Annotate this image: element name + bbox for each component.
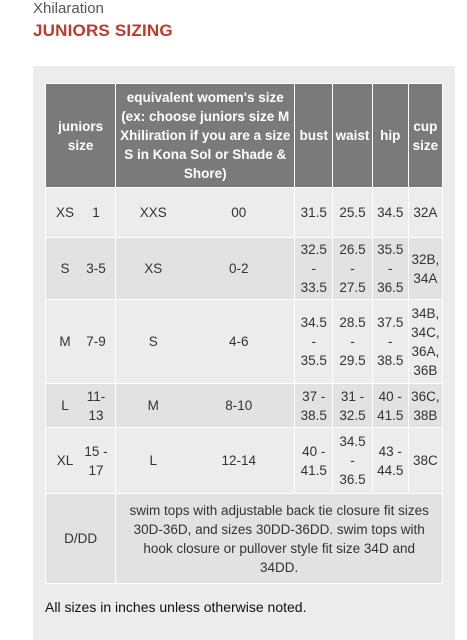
table-row <box>46 428 443 494</box>
bust-value-line: - <box>311 261 317 276</box>
waist-value-line: 31 - <box>340 388 365 404</box>
sizing-panel <box>33 66 455 640</box>
waist-cell <box>333 188 372 238</box>
header-equivalent-size: equivalent women's size (ex: choose juniors size M Xhiliration if you are a size S in Kona Sol or Shade & Shore) <box>116 84 295 188</box>
bust-value-line: 32.5 <box>300 242 327 257</box>
juniors-size-number: 11-13 <box>86 388 106 423</box>
waist-value-line: 27.5 <box>339 280 366 295</box>
hip-value-line: - <box>388 261 393 276</box>
hip-value-line: 44.5 <box>377 462 404 478</box>
hip-cell <box>372 300 408 384</box>
equivalent-size-number: 0-2 <box>229 261 249 276</box>
hip-value-line: 40 - <box>378 388 402 404</box>
dd-row <box>46 494 443 584</box>
bust-value-line: 40 - <box>302 443 326 459</box>
cup-value-line: 36B <box>413 362 438 378</box>
hip-value-line: 41.5 <box>377 407 404 423</box>
header-waist: waist <box>333 84 372 188</box>
hip-cell <box>372 384 408 428</box>
hip-cell <box>372 428 408 494</box>
equivalent-size-cell <box>116 188 295 238</box>
bust-value-line: 33.5 <box>300 280 327 295</box>
waist-cell <box>333 300 372 384</box>
waist-cell <box>333 428 372 494</box>
sizing-table <box>45 83 443 584</box>
header-cup-size: cup size <box>408 84 442 188</box>
header-hip: hip <box>372 84 408 188</box>
cup-value-line: 38C <box>413 453 438 468</box>
table-row <box>46 300 443 384</box>
hip-cell <box>372 238 408 300</box>
equivalent-size-letter: M <box>147 398 159 413</box>
table-row <box>46 188 443 238</box>
equivalent-size-cell <box>116 238 295 300</box>
cup-cell <box>408 238 442 300</box>
bust-cell <box>295 384 333 428</box>
bust-value-line: 41.5 <box>300 462 327 478</box>
bust-value-line: 34.5 <box>300 315 327 330</box>
juniors-size-letter: S <box>60 261 70 276</box>
juniors-size-cell <box>46 188 116 238</box>
brand-name: Xhilaration <box>33 0 104 17</box>
waist-value-line: - <box>350 334 355 349</box>
equivalent-size-letter: XS <box>144 261 163 276</box>
waist-value-line: 32.5 <box>339 407 366 423</box>
equivalent-size-number: 12-14 <box>221 453 257 468</box>
equivalent-size-number: 8-10 <box>225 398 253 413</box>
dd-description: swim tops with adjustable back tie closure fit sizes 30D-36D, and sizes 30DD-36DD. swim tops with hook closure or pullover style fit size 34D and 34DD. <box>116 494 443 584</box>
waist-value-line: 34.5 <box>339 434 366 449</box>
equivalent-size-letter: XXS <box>139 205 167 220</box>
equivalent-size-cell <box>116 300 295 384</box>
equivalent-size-number: 00 <box>231 205 247 220</box>
bust-cell <box>295 188 333 238</box>
bust-cell <box>295 300 333 384</box>
bust-value-line: 35.5 <box>300 353 327 368</box>
juniors-size-letter: XL <box>56 453 74 468</box>
equivalent-size-letter: S <box>148 334 158 349</box>
cup-value-line: 32B, <box>411 251 440 267</box>
waist-cell <box>333 384 372 428</box>
page-title: JUNIORS SIZING <box>33 21 173 40</box>
bust-value-line: 38.5 <box>300 407 327 423</box>
waist-cell <box>333 238 372 300</box>
equivalent-size-cell <box>116 428 295 494</box>
cup-value-line: 36A, <box>411 343 440 359</box>
cup-value-line: 32A <box>413 205 438 220</box>
hip-cell <box>372 188 408 238</box>
hip-value-line: 36.5 <box>377 280 404 295</box>
bust-cell <box>295 428 333 494</box>
juniors-size-number: 15 - 17 <box>84 443 108 478</box>
hip-value-line: 37.5 <box>377 315 404 330</box>
waist-value-line: - <box>350 261 355 276</box>
header-bust: bust <box>295 84 333 188</box>
cup-value-line: 38B <box>413 407 438 423</box>
cup-value-line: 34C, <box>411 324 440 340</box>
hip-value-line: - <box>388 334 393 349</box>
waist-value-line: 29.5 <box>339 353 366 368</box>
juniors-size-cell <box>46 428 116 494</box>
bust-value-line: 37 - <box>302 388 326 404</box>
hip-value-line: 43 - <box>378 443 402 459</box>
table-row <box>46 384 443 428</box>
juniors-size-number: 1 <box>92 205 100 220</box>
juniors-size-number: 7-9 <box>86 334 106 349</box>
cup-cell <box>408 188 442 238</box>
juniors-size-letter: M <box>59 334 71 349</box>
hip-value-line: 38.5 <box>377 353 404 368</box>
juniors-size-cell <box>46 238 116 300</box>
equivalent-size-cell <box>116 384 295 428</box>
waist-value-line: 25.5 <box>339 205 366 220</box>
juniors-size-number: 3-5 <box>86 261 106 276</box>
header-juniors-size: juniors size <box>46 84 116 188</box>
bust-value-line: - <box>311 334 317 349</box>
juniors-size-letter: XS <box>55 205 74 220</box>
waist-value-line: 26.5 <box>339 242 366 257</box>
equivalent-size-letter: L <box>149 453 158 468</box>
equivalent-size-number: 4-6 <box>229 334 249 349</box>
waist-value-line: - <box>350 453 355 468</box>
units-note: All sizes in inches unless otherwise noted. <box>45 599 307 615</box>
juniors-size-cell <box>46 300 116 384</box>
hip-value-line: 35.5 <box>377 242 404 257</box>
table-row <box>46 238 443 300</box>
cup-value-line: 34A <box>413 270 438 286</box>
juniors-size-cell <box>46 384 116 428</box>
cup-cell <box>408 300 442 384</box>
waist-value-line: 28.5 <box>339 315 366 330</box>
waist-value-line: 36.5 <box>339 472 366 487</box>
hip-value-line: 34.5 <box>377 205 404 220</box>
cup-value-line: 34B, <box>411 305 440 321</box>
cup-value-line: 36C, <box>411 388 440 404</box>
bust-cell <box>295 238 333 300</box>
bust-value-line: 31.5 <box>300 205 327 220</box>
cup-cell <box>408 428 442 494</box>
juniors-size-letter: L <box>61 398 69 413</box>
cup-cell <box>408 384 442 428</box>
dd-label: D/DD <box>46 494 116 584</box>
